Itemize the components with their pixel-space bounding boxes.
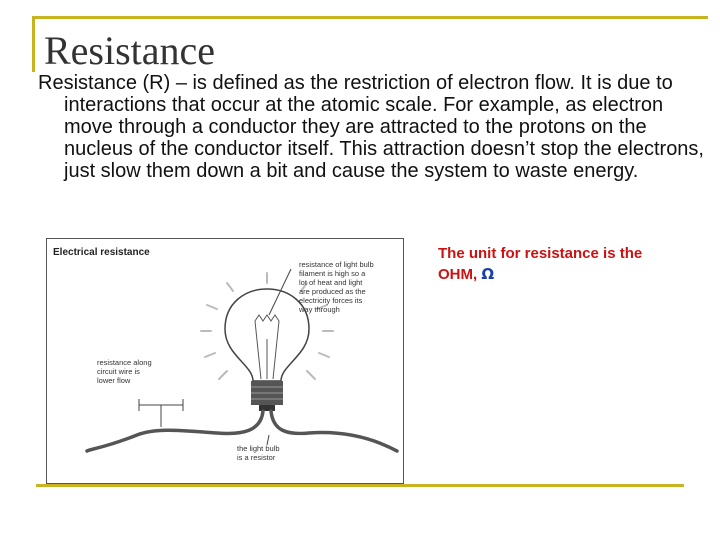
definition-paragraph: Resistance (R) – is defined as the restriction of electron flow. It is due to interactions that occur at the atomic scale. For example, as electron move through a conductor they are attracted to the protons on the nucleus of the conductor itself. This attraction doesn’t stop the electrons, just slow them down a bit and cause the system to waste energy. xyxy=(38,72,704,182)
figure-title: Electrical resistance xyxy=(53,247,150,258)
label-bulb-line-2: filament is high so a xyxy=(299,269,366,278)
label-bulb-line-3: lot of heat and light xyxy=(299,278,363,287)
label-bulb-line-5: electricity forces its xyxy=(299,296,363,305)
omega-symbol: Ω xyxy=(481,265,495,283)
light-bulb-illustration xyxy=(47,239,403,483)
frame-bottom-rule xyxy=(36,484,684,487)
label-wire-line-2: circuit wire is xyxy=(97,367,140,376)
label-resistor-line-2: is a resistor xyxy=(237,453,276,462)
label-resistor-line-1: the light bulb xyxy=(237,444,280,453)
electrical-resistance-figure xyxy=(46,238,404,484)
bulb-base xyxy=(251,381,283,411)
wire-bracket xyxy=(139,399,183,427)
frame-top-rule xyxy=(32,16,708,19)
label-bulb-line-6: way through xyxy=(299,305,340,314)
label-bulb-line-4: are produced as the xyxy=(299,287,366,296)
frame-left-rule xyxy=(32,16,35,72)
ohm-note-text: The unit for resistance is the OHM, xyxy=(438,245,643,283)
ohm-unit-note xyxy=(438,244,678,285)
label-bulb-line-1: resistance of light bulb xyxy=(299,260,374,269)
label-wire-line-3: lower flow xyxy=(97,376,131,385)
slide-title: Resistance xyxy=(44,28,216,73)
label-wire-line-1: resistance along xyxy=(97,358,152,367)
